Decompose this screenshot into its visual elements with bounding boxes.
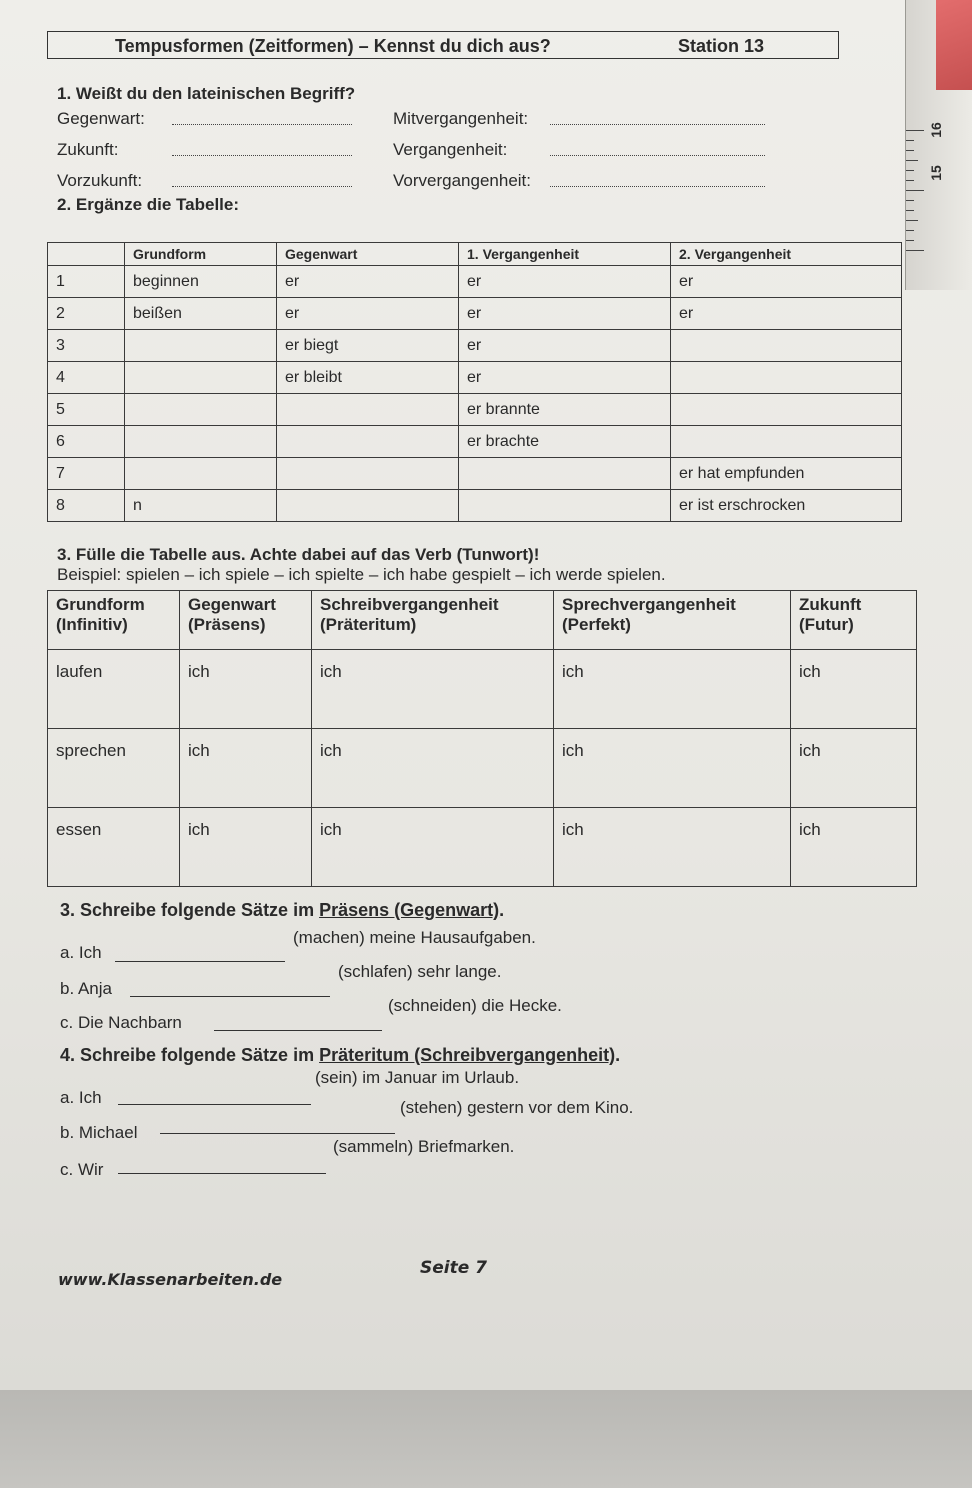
table-cell[interactable]: er brachte xyxy=(459,426,671,458)
answer-line[interactable] xyxy=(550,155,765,156)
station-label: Station 13 xyxy=(678,36,765,56)
row-number: 1 xyxy=(48,266,125,298)
table-row xyxy=(48,266,902,298)
sentence-end: (schlafen) sehr lange. xyxy=(338,962,502,981)
table-cell: essen xyxy=(48,808,180,887)
answer-line[interactable] xyxy=(118,1173,326,1174)
table-cell[interactable]: ich xyxy=(791,650,917,729)
table-row xyxy=(48,458,902,490)
table-cell[interactable]: ich xyxy=(180,808,312,887)
verb-table-1 xyxy=(47,242,902,522)
ex3-example: Beispiel: spielen – ich spiele – ich spielte – ich habe gespielt – ich werde spielen. xyxy=(57,565,666,584)
table-cell[interactable]: ich xyxy=(312,729,554,808)
table-row xyxy=(48,362,902,394)
table-cell[interactable]: ich xyxy=(180,650,312,729)
table-row xyxy=(48,808,917,887)
ex1-label: Mitvergangenheit: xyxy=(393,109,529,128)
table-cell[interactable] xyxy=(671,362,902,394)
answer-line[interactable] xyxy=(160,1133,395,1134)
ex1-label: Vergangenheit: xyxy=(393,140,508,159)
answer-line[interactable] xyxy=(172,124,352,125)
website-footer: www.Klassenarbeiten.de xyxy=(58,1270,283,1289)
table-cell[interactable]: er xyxy=(277,298,459,330)
answer-line[interactable] xyxy=(172,155,352,156)
table-cell[interactable]: er xyxy=(277,266,459,298)
ex2-heading: 2. Ergänze die Tabelle: xyxy=(57,195,240,214)
table-cell[interactable]: er xyxy=(459,298,671,330)
table-row xyxy=(48,394,902,426)
row-number: 6 xyxy=(48,426,125,458)
table-header-row xyxy=(48,591,917,650)
table-cell[interactable]: er brannte xyxy=(459,394,671,426)
sentence-end: (sein) im Januar im Urlaub. xyxy=(315,1068,520,1087)
table-cell[interactable]: n xyxy=(125,490,277,522)
table-cell[interactable] xyxy=(125,394,277,426)
table-cell[interactable]: beginnen xyxy=(125,266,277,298)
table-cell[interactable]: er hat empfunden xyxy=(671,458,902,490)
table-cell[interactable]: er xyxy=(459,362,671,394)
sentence-end: (schneiden) die Hecke. xyxy=(388,996,562,1015)
table-cell[interactable]: beißen xyxy=(125,298,277,330)
sentence-start: b. Anja xyxy=(60,979,112,998)
page-number: Seite 7 xyxy=(420,1258,488,1278)
table-cell[interactable] xyxy=(671,426,902,458)
ruler-number: 15 xyxy=(927,165,944,181)
column-header: Schreibvergangenheit (Präteritum) xyxy=(312,591,554,650)
table-cell[interactable]: er xyxy=(671,298,902,330)
answer-line[interactable] xyxy=(550,186,765,187)
table-cell[interactable]: ich xyxy=(180,729,312,808)
table-cell[interactable]: er bleibt xyxy=(277,362,459,394)
table-cell[interactable]: ich xyxy=(554,650,791,729)
ruler xyxy=(905,0,972,290)
verb-table-2 xyxy=(47,590,917,887)
table-cell[interactable] xyxy=(671,394,902,426)
ruler-red-tip xyxy=(936,0,972,90)
row-number: 2 xyxy=(48,298,125,330)
answer-line[interactable] xyxy=(130,996,330,997)
table-cell[interactable] xyxy=(459,490,671,522)
row-number: 4 xyxy=(48,362,125,394)
table-cell[interactable] xyxy=(277,490,459,522)
table-cell[interactable]: er xyxy=(459,266,671,298)
row-number: 3 xyxy=(48,330,125,362)
sentence-start: c. Die Nachbarn xyxy=(60,1013,182,1032)
column-header: Gegenwart (Präsens) xyxy=(180,591,312,650)
answer-line[interactable] xyxy=(550,124,765,125)
table-row xyxy=(48,729,917,808)
column-header: 1. Vergangenheit xyxy=(459,243,671,266)
sentence-start: a. Ich xyxy=(60,1088,102,1107)
sentence-start: a. Ich xyxy=(60,943,102,962)
sentence-end: (stehen) gestern vor dem Kino. xyxy=(400,1098,634,1117)
ruler-number: 16 xyxy=(927,122,944,138)
table-row xyxy=(48,426,902,458)
ex1-heading: 1. Weißt du den lateinischen Begriff? xyxy=(57,84,356,103)
table-cell[interactable]: er xyxy=(459,330,671,362)
column-header: Grundform xyxy=(125,243,277,266)
table-cell[interactable] xyxy=(277,394,459,426)
sentence-start: c. Wir xyxy=(60,1160,104,1179)
table-cell[interactable] xyxy=(459,458,671,490)
column-header: Zukunft (Futur) xyxy=(791,591,917,650)
ex5-heading: 4. Schreibe folgende Sätze im Präteritum (Schreibvergangenheit). xyxy=(60,1045,621,1065)
table-cell[interactable] xyxy=(125,362,277,394)
table-row xyxy=(48,330,902,362)
table-cell[interactable]: ich xyxy=(312,808,554,887)
table-cell[interactable]: er biegt xyxy=(277,330,459,362)
ex3-heading: 3. Fülle die Tabelle aus. Achte dabei auf das Verb (Tunwort)! xyxy=(57,545,540,564)
table-row xyxy=(48,298,902,330)
table-cell: sprechen xyxy=(48,729,180,808)
table-row xyxy=(48,490,902,522)
column-header: Gegenwart xyxy=(277,243,459,266)
table-cell: laufen xyxy=(48,650,180,729)
table-row xyxy=(48,650,917,729)
sentence-end: (machen) meine Hausaufgaben. xyxy=(293,928,536,947)
table-cell[interactable]: ich xyxy=(554,729,791,808)
answer-line[interactable] xyxy=(115,961,285,962)
page-title: Tempusformen (Zeitformen) – Kennst du dich aus? xyxy=(115,36,551,56)
column-header: Sprechvergangenheit (Perfekt) xyxy=(554,591,791,650)
table-cell[interactable] xyxy=(277,426,459,458)
table-cell[interactable] xyxy=(125,330,277,362)
answer-line[interactable] xyxy=(118,1104,311,1105)
table-cell[interactable] xyxy=(277,458,459,490)
sentence-start: b. Michael xyxy=(60,1123,138,1142)
table-cell[interactable] xyxy=(671,330,902,362)
table-cell[interactable]: ich xyxy=(791,729,917,808)
ex1-label: Gegenwart: xyxy=(57,109,145,128)
table-header-row xyxy=(48,243,902,266)
answer-line[interactable] xyxy=(214,1030,382,1031)
row-number: 7 xyxy=(48,458,125,490)
table-cell[interactable] xyxy=(125,426,277,458)
ex1-label: Vorzukunft: xyxy=(57,171,143,190)
table-cell[interactable]: er ist erschrocken xyxy=(671,490,902,522)
table-cell[interactable]: er xyxy=(671,266,902,298)
row-number: 5 xyxy=(48,394,125,426)
table-cell[interactable]: ich xyxy=(791,808,917,887)
ex1-label: Zukunft: xyxy=(57,140,119,159)
table-surface xyxy=(0,1390,972,1488)
column-header: 2. Vergangenheit xyxy=(671,243,902,266)
column-header: Grundform (Infinitiv) xyxy=(48,591,180,650)
ex4-heading: 3. Schreibe folgende Sätze im Präsens (Gegenwart). xyxy=(60,900,505,920)
sentence-end: (sammeln) Briefmarken. xyxy=(333,1137,515,1156)
table-cell[interactable]: ich xyxy=(554,808,791,887)
table-cell[interactable]: ich xyxy=(312,650,554,729)
ex1-label: Vorvergangenheit: xyxy=(393,171,531,190)
answer-line[interactable] xyxy=(172,186,352,187)
row-number: 8 xyxy=(48,490,125,522)
table-cell[interactable] xyxy=(125,458,277,490)
